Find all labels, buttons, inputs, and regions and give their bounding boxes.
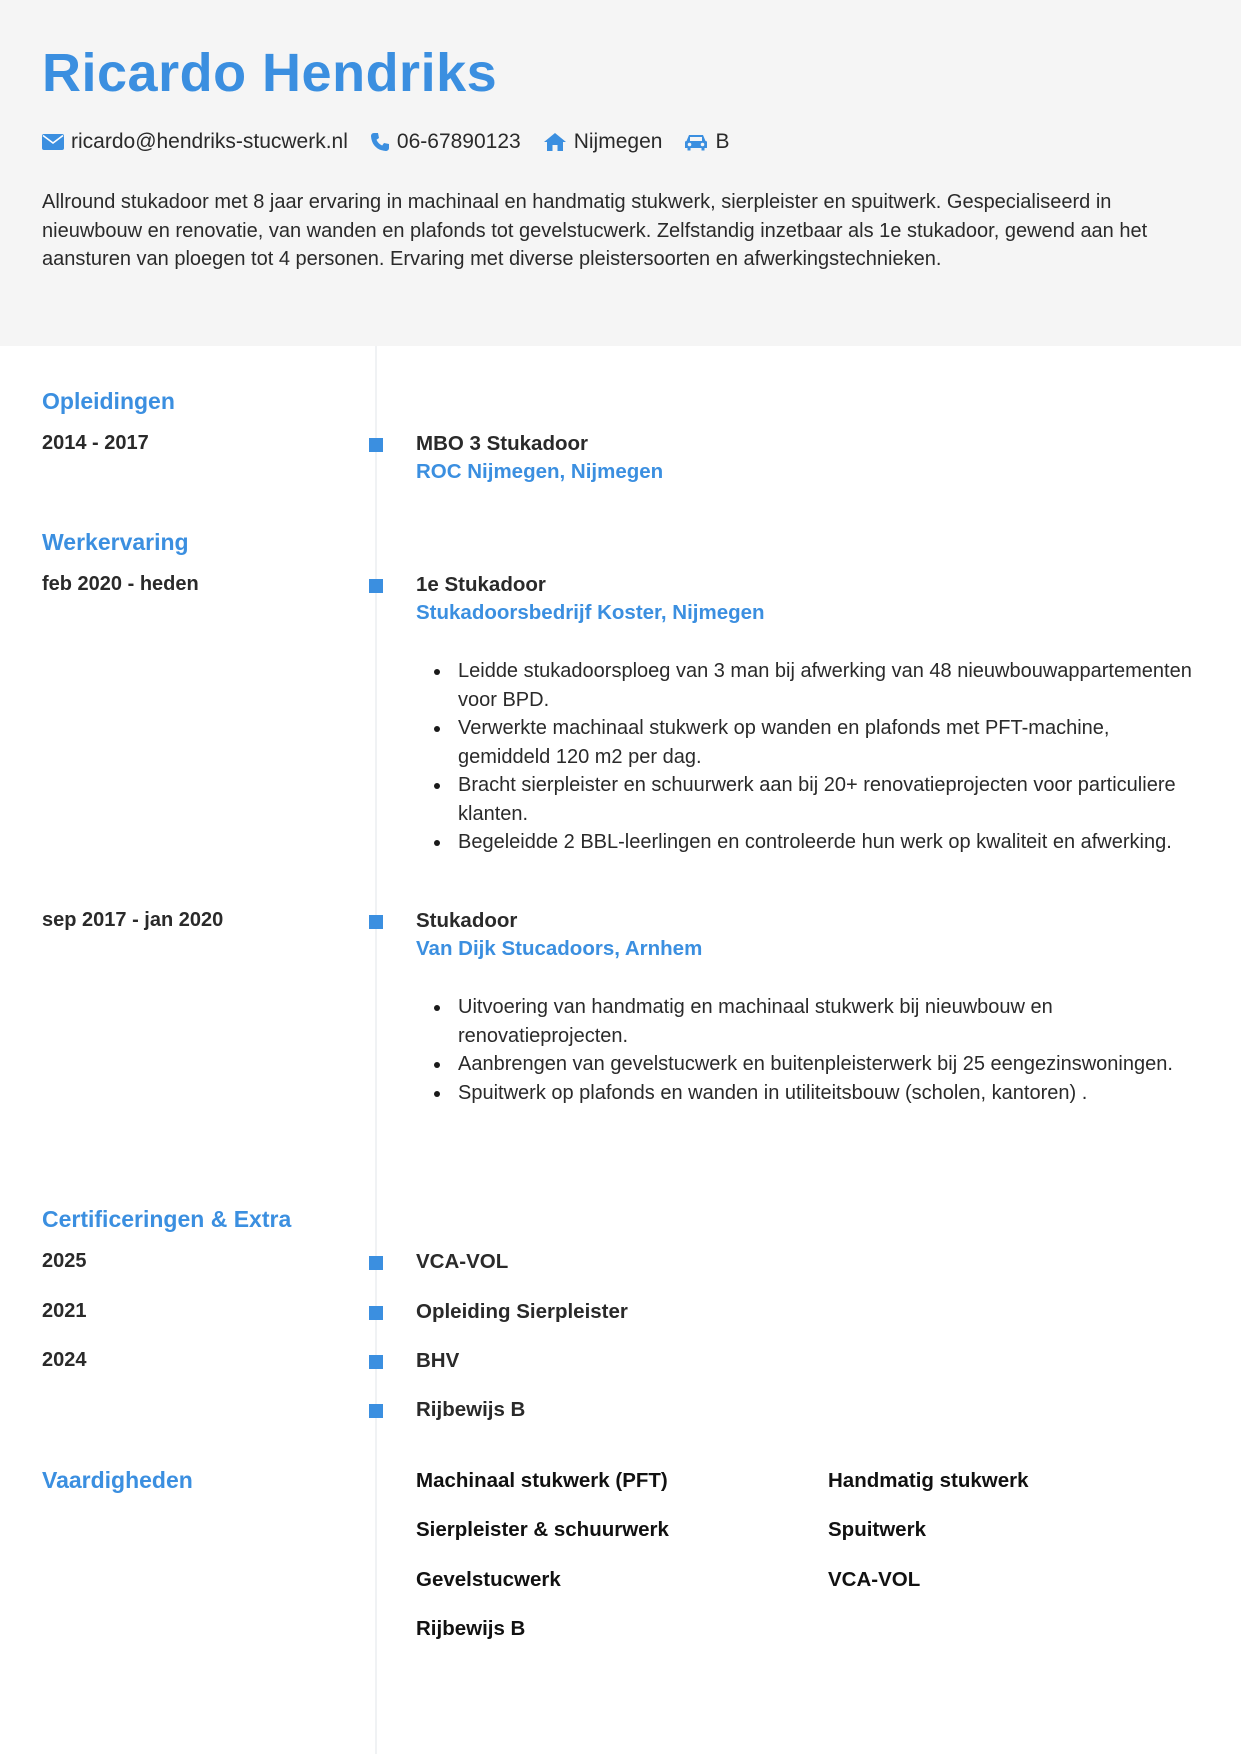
timeline-marker xyxy=(369,915,383,929)
certification-date: 2024 xyxy=(42,1349,87,1371)
certification-date: 2021 xyxy=(42,1300,87,1322)
skill-item: Handmatig stukwerk xyxy=(828,1469,1029,1492)
home-icon xyxy=(543,132,567,152)
timeline-marker xyxy=(369,1306,383,1320)
job-date: feb 2020 - heden xyxy=(42,573,199,595)
header xyxy=(0,0,1241,346)
education-school: ROC Nijmegen, Nijmegen xyxy=(416,460,664,483)
timeline-marker xyxy=(369,1404,383,1418)
contact-email xyxy=(42,130,348,154)
envelope-icon xyxy=(42,134,64,150)
skill-item: VCA-VOL xyxy=(828,1568,921,1591)
timeline-marker xyxy=(369,1355,383,1369)
list-item: Uitvoering van handmatig en machinaal stukwerk bij nieuwbouw en renovatieprojecten. xyxy=(458,993,1203,1050)
timeline-marker xyxy=(369,579,383,593)
phone-icon xyxy=(370,132,390,152)
skill-item: Spuitwerk xyxy=(828,1518,926,1541)
certification-title: VCA-VOL xyxy=(416,1250,509,1273)
timeline-marker xyxy=(369,438,383,452)
section-title-skills: Vaardigheden xyxy=(42,1467,193,1493)
job-date: sep 2017 - jan 2020 xyxy=(42,909,224,931)
job-bullets xyxy=(458,657,1203,857)
skill-item: Gevelstucwerk xyxy=(416,1568,561,1591)
timeline-divider xyxy=(375,346,377,1754)
profile-summary: Allround stukadoor met 8 jaar ervaring in machinaal en handmatig stukwerk, sierpleister en spuitwerk. Gespecialiseerd in nieuwbouw en renovatie, van wanden en plafonds tot gevelstucwerk. Zelfstandig inzetbaar als 1e stukadoor, gewend aan het aansturen van ploegen tot 4 personen. Ervaring met diverse pleistersoorten en afwerkingstechnieken. xyxy=(42,191,1148,270)
list-item: Leidde stukadoorsploeg van 3 man bij afwerking van 48 nieuwbouwappartementen voor BPD. xyxy=(458,657,1203,714)
job-employer: Van Dijk Stucadoors, Arnhem xyxy=(416,937,703,960)
list-item: Aanbrengen van gevelstucwerk en buitenpleisterwerk bij 25 eengezinswoningen. xyxy=(458,1050,1203,1079)
certification-date: 2025 xyxy=(42,1250,87,1272)
job-title: 1e Stukadoor xyxy=(416,573,546,596)
education-title: MBO 3 Stukadoor xyxy=(416,432,588,455)
list-item: Bracht sierpleister en schuurwerk aan bij 20+ renovatieprojecten voor particuliere klanten. xyxy=(458,771,1203,828)
contact-city xyxy=(543,130,663,154)
job-title: Stukadoor xyxy=(416,909,518,932)
section-title-certifications: Certificeringen & Extra xyxy=(42,1206,292,1232)
skill-item: Sierpleister & schuurwerk xyxy=(416,1518,669,1541)
job-employer: Stukadoorsbedrijf Koster, Nijmegen xyxy=(416,601,765,624)
contact-license xyxy=(684,130,729,154)
job-bullets xyxy=(458,993,1203,1107)
section-title-experience: Werkervaring xyxy=(42,529,189,555)
section-title-education: Opleidingen xyxy=(42,388,175,414)
list-item: Begeleidde 2 BBL-leerlingen en controleerde hun werk op kwaliteit en afwerking. xyxy=(458,828,1203,857)
phone-text: 06-67890123 xyxy=(396,130,521,153)
certification-title: BHV xyxy=(416,1349,460,1372)
list-item: Verwerkte machinaal stukwerk op wanden en plafonds met PFT-machine, gemiddeld 120 m2 per dag. xyxy=(458,714,1203,771)
certification-title: Opleiding Sierpleister xyxy=(416,1300,628,1323)
skill-item: Rijbewijs B xyxy=(416,1617,526,1640)
candidate-name: Ricardo Hendriks xyxy=(42,43,498,103)
license-text: B xyxy=(715,130,730,153)
city-text: Nijmegen xyxy=(573,130,663,153)
skill-item: Machinaal stukwerk (PFT) xyxy=(416,1469,668,1492)
certification-title: Rijbewijs B xyxy=(416,1398,526,1421)
education-date: 2014 - 2017 xyxy=(42,432,149,454)
email-text: ricardo@hendriks-stucwerk.nl xyxy=(71,130,348,153)
car-icon xyxy=(684,133,708,151)
contact-phone xyxy=(370,130,521,154)
timeline-marker xyxy=(369,1256,383,1270)
list-item: Spuitwerk op plafonds en wanden in utiliteitsbouw (scholen, kantoren) . xyxy=(458,1079,1203,1108)
contact-bar xyxy=(42,128,751,156)
